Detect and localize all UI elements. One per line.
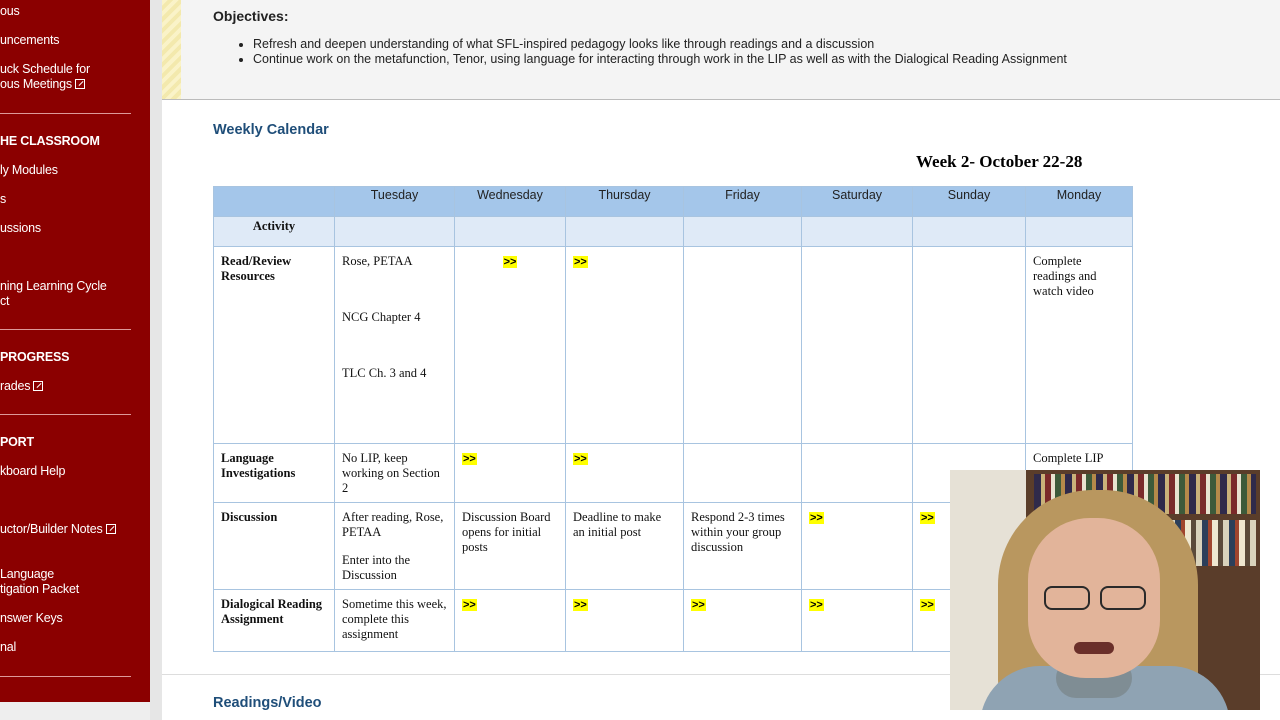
deadline-cell: Deadline to make an initial post <box>566 503 684 590</box>
table-cell <box>684 444 802 503</box>
sidebar-item-label: tigation Packet <box>0 582 79 596</box>
sidebar-gutter <box>150 0 162 720</box>
calendar-activity-row <box>214 217 1133 247</box>
sidebar-item-grades[interactable] <box>0 379 43 394</box>
continue-arrow: >> <box>463 599 476 611</box>
sidebar-item-label: uck Schedule for <box>0 62 90 76</box>
sidebar-item-label: ussions <box>0 221 41 235</box>
table-cell <box>684 217 802 247</box>
objectives-box <box>162 0 1280 100</box>
presenter-mouth <box>1074 642 1114 654</box>
continue-arrow: >> <box>810 599 823 611</box>
objective-item: • Continue work on the metafunction, Tenor, using language for interacting through work in the LIP as well as with the Dialogical Reading Assignment <box>253 52 1067 67</box>
weekly-calendar-title: Weekly Calendar <box>213 122 329 138</box>
sidebar-item-label: rades <box>0 379 31 393</box>
table-cell <box>335 247 455 444</box>
continue-arrow: >> <box>921 599 934 611</box>
glasses-lens <box>1100 586 1146 610</box>
external-link-icon <box>33 381 43 391</box>
continue-arrow: >> <box>692 599 705 611</box>
sidebar-item-label: nswer Keys <box>0 611 63 625</box>
sidebar-item-builder-notes[interactable] <box>0 522 116 537</box>
calendar-header-blank <box>214 187 335 217</box>
sidebar-item-label: uncements <box>0 33 60 47</box>
calendar-header-day: Thursday <box>566 187 684 217</box>
sidebar-heading-classroom: HE CLASSROOM <box>0 134 100 148</box>
table-cell <box>684 590 802 652</box>
reading-item: NCG Chapter 4 <box>342 310 421 324</box>
table-cell <box>802 503 913 590</box>
sidebar-divider <box>0 113 131 114</box>
sidebar-heading-progress: PROGRESS <box>0 350 70 364</box>
table-cell <box>455 590 566 652</box>
sidebar-item-discussions[interactable] <box>0 221 41 236</box>
sidebar-item-label: Language <box>0 567 55 581</box>
calendar-header-day: Saturday <box>802 187 913 217</box>
cell-spacer <box>342 540 447 553</box>
sidebar-item-label: uctor/Builder Notes <box>0 522 103 536</box>
sidebar-divider <box>0 676 131 677</box>
glasses-lens <box>1044 586 1090 610</box>
table-cell <box>913 217 1026 247</box>
sidebar-item[interactable] <box>0 4 20 19</box>
reading-item: Rose, PETAA <box>342 254 413 268</box>
calendar-header-day: Friday <box>684 187 802 217</box>
sidebar-item-investigation-packet[interactable] <box>0 582 79 597</box>
table-cell <box>455 247 566 444</box>
sidebar-item-schedule[interactable] <box>0 62 90 77</box>
monday-deadline: Complete LIP <box>1026 444 1133 503</box>
table-cell: Discussion Board opens for initial posts <box>455 503 566 590</box>
reading-item: TLC Ch. 3 and 4 <box>342 366 427 380</box>
calendar-header-day: Tuesday <box>335 187 455 217</box>
sidebar-item[interactable] <box>0 192 6 207</box>
sidebar-item-label: ning Learning Cycle <box>0 279 107 293</box>
sidebar-item-announcements[interactable] <box>0 33 59 48</box>
sidebar-item-label: s <box>0 192 7 206</box>
external-link-icon <box>75 79 85 89</box>
monday-deadline: Complete readings and watch video <box>1026 247 1133 444</box>
discussion-step: After reading, Rose, PETAA <box>342 510 444 539</box>
sidebar-item-answer-keys[interactable] <box>0 611 63 626</box>
cell-spacer <box>342 325 447 366</box>
table-cell <box>913 247 1026 444</box>
row-label-read-review: Read/Review Resources <box>214 247 335 444</box>
table-cell <box>566 444 684 503</box>
table-cell <box>802 217 913 247</box>
discussion-step: Enter into the Discussion <box>342 553 411 582</box>
calendar-header-row <box>214 187 1133 217</box>
webcam-video-overlay[interactable] <box>950 470 1260 710</box>
continue-arrow: >> <box>574 599 587 611</box>
sidebar-item-label: ct <box>0 294 10 308</box>
calendar-header-day: Sunday <box>913 187 1026 217</box>
row-label-language-investigations: Language Investigations <box>214 444 335 503</box>
week-title: Week 2- October 22-28 <box>916 152 1083 171</box>
table-cell <box>566 590 684 652</box>
sidebar-item-label: nal <box>0 640 17 654</box>
cell-spacer <box>342 269 447 310</box>
sidebar-divider <box>0 329 131 330</box>
table-cell <box>802 590 913 652</box>
readings-video-title: Readings/Video <box>213 695 322 711</box>
presenter-glasses <box>1036 586 1152 610</box>
table-cell <box>566 217 684 247</box>
table-cell <box>455 444 566 503</box>
sidebar-divider <box>0 414 131 415</box>
continue-arrow: >> <box>810 512 823 524</box>
continue-arrow: >> <box>503 256 517 268</box>
calendar-header-day: Wednesday <box>455 187 566 217</box>
table-cell <box>1026 217 1133 247</box>
table-cell <box>802 247 913 444</box>
table-cell <box>335 503 455 590</box>
table-cell <box>684 247 802 444</box>
sidebar-item-modules[interactable] <box>0 163 58 178</box>
table-cell <box>802 444 913 503</box>
sidebar-item-blackboard-help[interactable] <box>0 464 65 479</box>
sidebar-heading-support: PORT <box>0 435 34 449</box>
sidebar-item-language[interactable] <box>0 567 54 582</box>
table-cell <box>566 247 684 444</box>
sidebar-item-label: ous <box>0 4 20 18</box>
table-cell <box>455 217 566 247</box>
table-cell: No LIP, keep working on Section 2 <box>335 444 455 503</box>
table-row-read-review <box>214 247 1133 444</box>
activity-label: Activity <box>214 217 335 247</box>
external-link-icon <box>106 524 116 534</box>
calendar-header-day: Monday <box>1026 187 1133 217</box>
continue-arrow: >> <box>574 256 587 268</box>
continue-arrow: >> <box>463 453 476 465</box>
continue-arrow: >> <box>574 453 587 465</box>
continue-arrow: >> <box>921 512 934 524</box>
course-menu-sidebar <box>0 0 150 720</box>
sidebar-item-label: ous Meetings <box>0 77 72 91</box>
table-cell: Sometime this week, complete this assignment <box>335 590 455 652</box>
row-label-discussion: Discussion <box>214 503 335 590</box>
row-label-dialogical-reading: Dialogical Reading Assignment <box>214 590 335 652</box>
sidebar-item-meetings[interactable] <box>0 77 85 92</box>
sidebar-footer <box>0 702 150 720</box>
sidebar-item-journal[interactable] <box>0 640 16 655</box>
objectives-stripe <box>162 0 181 99</box>
sidebar-item-label: kboard Help <box>0 464 66 478</box>
table-cell: Respond 2-3 times within your group discussion <box>684 503 802 590</box>
objective-item: • Refresh and deepen understanding of what SFL-inspired pedagogy looks like through readings and a discussion <box>253 37 1067 52</box>
objectives-list <box>253 37 1067 67</box>
sidebar-item-label: ly Modules <box>0 163 58 177</box>
sidebar-item-learning-cycle[interactable] <box>0 279 107 294</box>
table-cell <box>335 217 455 247</box>
objectives-title: Objectives: <box>213 8 289 24</box>
sidebar-item-project[interactable] <box>0 294 9 309</box>
